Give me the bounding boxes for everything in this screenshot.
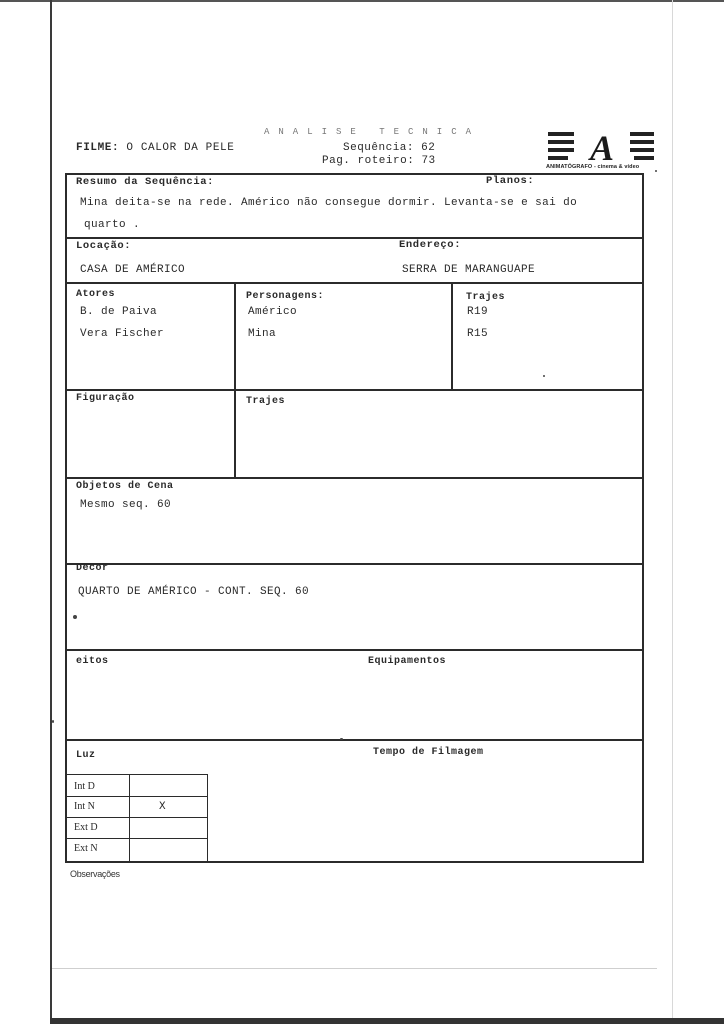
luz-row-mark: X — [159, 801, 166, 813]
divider-efeitos — [65, 739, 644, 741]
locacao-label: Locação: — [76, 240, 132, 252]
trajes-label: Trajes — [466, 292, 506, 303]
divider-col-atores — [234, 282, 236, 478]
scan-speck — [73, 615, 77, 619]
luz-table-row-line — [65, 817, 207, 818]
figuracao-trajes-label: Trajes — [246, 396, 286, 407]
decor-value: QUARTO DE AMÉRICO - CONT. SEQ. 60 — [78, 586, 310, 598]
form-right-border — [642, 173, 644, 863]
resumo-text-line1: Mina deita-se na rede. Américo não consegue dormir. Levanta-se e sai do — [80, 197, 578, 209]
divider-elenco — [65, 389, 644, 391]
luz-table-row-line — [65, 796, 207, 797]
traje-code: R19 — [467, 306, 489, 318]
personagem-name: Mina — [248, 328, 277, 340]
film-title: O CALOR DA PELE — [126, 142, 235, 154]
form-top-border — [65, 173, 644, 175]
form-left-border — [65, 173, 67, 863]
resumo-label: Resumo da Sequência: — [76, 176, 215, 188]
luz-table-right-line — [207, 774, 208, 861]
observacoes-label: Observações — [70, 869, 120, 879]
page-bottom-line — [52, 968, 657, 969]
personagens-label: Personagens: — [246, 291, 325, 302]
divider-figuracao — [65, 477, 644, 479]
luz-row-label: Ext N — [74, 843, 98, 854]
divider-objetos — [65, 563, 644, 565]
scan-edge-bottom — [50, 1018, 724, 1024]
scan-speck — [340, 738, 343, 740]
script-page-line — [322, 155, 436, 167]
luz-table-col-line — [129, 774, 130, 861]
film-label: FILME: — [76, 142, 120, 154]
luz-table-top — [65, 774, 207, 775]
planos-label: Planos: — [486, 175, 535, 187]
luz-row-label: Int N — [74, 801, 95, 812]
locacao-value: CASA DE AMÉRICO — [80, 264, 186, 276]
scan-edge-right — [672, 0, 673, 1024]
divider-decor — [65, 649, 644, 651]
luz-row-label: Int D — [74, 781, 95, 792]
resumo-text-line2: quarto . — [84, 219, 141, 231]
scan-edge-top — [0, 0, 724, 2]
scan-speck — [543, 375, 545, 377]
scan-speck — [655, 170, 657, 172]
sequence-line — [343, 142, 435, 154]
decor-label: Decor — [76, 563, 109, 574]
tempo-filmagem-label: Tempo de Filmagem — [373, 747, 484, 758]
form-bottom-border — [65, 861, 644, 863]
divider-resumo — [65, 237, 644, 239]
objetos-label: Objetos de Cena — [76, 481, 174, 492]
ator-name: Vera Fischer — [80, 328, 165, 340]
divider-locacao — [65, 282, 644, 284]
equipamentos-label: Equipamentos — [368, 656, 447, 667]
endereco-label: Endereço: — [399, 239, 462, 251]
ator-name: B. de Paiva — [80, 306, 158, 318]
divider-col-trajes — [451, 282, 453, 390]
efeitos-label: eitos — [76, 656, 109, 667]
objetos-value: Mesmo seq. 60 — [80, 499, 172, 511]
luz-label: Luz — [76, 750, 96, 761]
personagem-name: Américo — [248, 306, 298, 318]
scan-speck — [52, 720, 54, 723]
atores-label: Atores — [76, 289, 116, 300]
sequence-value: 62 — [421, 142, 436, 154]
film-header — [76, 142, 234, 154]
sequence-label: Sequência: — [343, 142, 415, 154]
traje-code: R15 — [467, 328, 489, 340]
sheet-title: ANALISE TECNICA — [264, 127, 481, 137]
luz-table-row-line — [65, 838, 207, 839]
logo-letter: A — [589, 128, 615, 168]
scan-edge-left — [50, 0, 52, 1024]
luz-row-label: Ext D — [74, 822, 98, 833]
figuracao-label: Figuração — [76, 393, 135, 404]
logo-caption: ANIMATÓGRAFO - cinema & vídeo — [546, 164, 640, 170]
script-page-value: 73 — [421, 155, 436, 167]
endereco-value: SERRA DE MARANGUAPE — [402, 264, 536, 276]
script-page-label: Pag. roteiro: — [322, 155, 415, 167]
